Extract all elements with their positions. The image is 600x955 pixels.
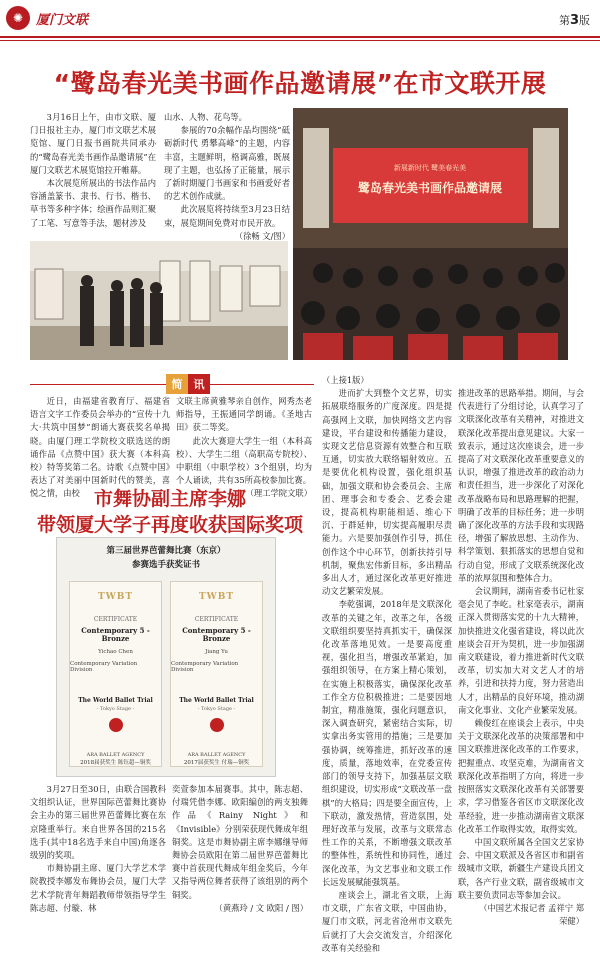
paragraph: 座谈会上，湖北省文联，上海市文联，广东省文联，中国曲协，厦门市文联，河北省沧州市文联先后就打了大会交流发言，介绍深化改革有关经验和 xyxy=(322,889,452,953)
paragraph: 市舞协副主席、厦门大学艺术学院教授李娜发布舞协会员，厦门大学艺术学院青年舞蹈教师带领指导学生陈志超、付璇、林 xyxy=(30,863,166,913)
paragraph: 赖俊红在座谈会上表示，中央关于文联深化改革的决策部署和中国文联推进深化改革的工作要求，把握重点、攻坚克难，为湖南省文联深化改革指明了方向，将进一步按照落实文联深化改革有关部署要求，学习借鉴各省区市文联深化改革经验，进一步推动湖南省文联深化改革工作取得实效，取得实效。 xyxy=(458,718,584,834)
certificate-place: - Tokyo Stage - xyxy=(96,706,135,712)
brief-badge-char1: 简 xyxy=(166,374,188,394)
paragraph: 此次大赛迎大学生一组（本科高校）、大学生二组（高职高专院校）、中职组（中职学校）3个组别，均为个人诵读，共有35所高校参加比赛。 xyxy=(176,435,312,486)
article1-column-1 xyxy=(30,111,156,230)
paragraph: 山水、人物、花鸟等。 xyxy=(164,112,247,122)
continued-byline: （中国艺术报记者 孟祥宁 郑荣健） xyxy=(479,902,584,927)
brief-column-1 xyxy=(30,395,170,501)
header-rule-thin xyxy=(0,40,600,41)
banner-text-line2: 鹭岛春光美书画作品邀请展 xyxy=(357,181,503,195)
banner-text-line1: 新展新时代 鹭美春光美 xyxy=(393,164,467,172)
article2-column-2 xyxy=(172,783,308,915)
paragraph: 近日，由福建省教育厅、福建省语言文字工作委员会举办的“宣传十九大·共筑中国梦”朗诵大赛获奖名单揭晓。由厦门理工学院校文联选送的朗诵作品《点赞中国》获大赛（本科高校）特等奖第二名。诗歌《点赞中国》表达了对美丽中国新时代的赞美，喜悦之情，由校 xyxy=(30,396,170,499)
paragraph: 进而扩大到整个文艺界，切实拓展联络服务的广度深度。四是提高强网上文联，加快网络文艺内容建设，平台建设和传播能力建设，实现文艺信息资源有效整合和互联互通，切实放大联络辐射效应。五是要优化机构设置，强化组织基础，加强文联和协会委员会、主席团、理事会和专委会、艺委会建设，提高机构职能相适、维心下沉、于群延伸，切实提高履职尽责能力。六是要加强创作引导，抓住创作这个中心环节，创新扶持引导机制，聚焦宏伟新目标，多出精品多出人才，通过深化改革更好推进动文艺繁荣发展。 xyxy=(322,388,452,597)
certificate-left xyxy=(69,581,162,767)
certificate-right-caption: 2017届获奖生 付瑞—铜奖 xyxy=(183,760,250,766)
continued-column-2 xyxy=(458,387,584,928)
certificate-category: Contemporary Variation Division xyxy=(171,661,239,673)
certificates-title: 第三届世界芭蕾舞比赛（东京） xyxy=(106,546,226,556)
page-number-value: 3 xyxy=(569,13,579,28)
certificate-org: ARA BALLET AGENCY xyxy=(86,752,145,758)
certificates-photo xyxy=(56,537,276,777)
article2-headline-line1: 市舞协副主席李娜 xyxy=(93,488,246,510)
certificate-heading: CERTIFICATE xyxy=(93,616,138,623)
article2-byline: （黄燕玲 / 文 欧阳 / 图） xyxy=(214,902,308,913)
certificate-award: Contemporary 5 - Bronze xyxy=(182,626,251,643)
brief-badge-char2: 讯 xyxy=(188,374,210,394)
paragraph: 本次展览所展出的书法作品内容涵盖篆书、隶书、行书、楷书、草书等多种字体；绘画作品则汇聚了工笔、写意等手法，题材涉及 xyxy=(30,178,156,228)
article1-byline: （徐畅 文/图） xyxy=(234,230,290,241)
certificate-heading: CERTIFICATE xyxy=(194,616,239,623)
certificate-name: Yichao Chen xyxy=(98,649,133,655)
certificate-name: Jiang Yu xyxy=(205,649,228,655)
continued-label: （上接1版） xyxy=(322,375,369,385)
certificates-subtitle: 参赛选手获奖证书 xyxy=(131,560,200,570)
paragraph: 此次展览将持续至3月23日结束，展览期间免费对市民开放。 xyxy=(164,204,290,228)
header-rule xyxy=(0,36,600,38)
masthead xyxy=(6,6,88,30)
paragraph: 文联主席黄雅琴亲自创作，网秀杰老师指导，王振通同学朗诵。《圣地古田》获二等奖。 xyxy=(176,396,312,433)
twbt-logo: TWBT xyxy=(198,592,235,602)
paragraph: 会议期间，湖南省委书记杜家毫会见了李屹。杜家毫表示，湖南正深入贯彻落实党的十九大精神，加快推进文化强省建设，将以此次座谈会召开为契机，进一步加强湖南文联建设，着力推进新时代文联改革，切实加大对文艺人才的培养，引进和扶持力度，努力营造出人才，出精品的良好环境，推动湖南文化事业、文化产业繁荣发展。 xyxy=(458,586,584,715)
paragraph: 中国文联所属各全国文艺家协会、中国文联派及各省区市和副省级城市文联，新疆生产建设兵团文联，各产行业文联，副省级城市文联主要负责同志等参加会议。 xyxy=(458,836,584,900)
certificate-award: Contemporary 5 - Bronze xyxy=(81,626,150,643)
seal-icon xyxy=(210,718,224,732)
twbt-logo: TWBT xyxy=(97,592,134,602)
certificate-event: The World Ballet Trial xyxy=(179,697,254,704)
paragraph: 参展的70余幅作品均围绕“砥砺新时代 勇攀高峰”的主题，内容丰富，主题鲜明，格调高雅，既展现了主题，也弘扬了正能量，展示了新时期厦门书画家和书画爱好者的艺术创作成就。 xyxy=(164,125,290,202)
certificate-place: - Tokyo Stage - xyxy=(197,706,236,712)
article1-column-2 xyxy=(164,111,290,243)
paragraph: 3月27日至30日，由联合国教科文组织认证，世界国际芭蕾舞比赛协会主办的第三届世界芭蕾舞比赛在东京隆重举行。来自世界各国的215名选手(其中18名选手来自中国)角逐各级别的奖项。 xyxy=(30,784,166,861)
brief-byline: （理工学院文联） xyxy=(245,488,312,499)
masthead-logo-icon: ✺ xyxy=(6,6,30,30)
paragraph: 推进改革的思路举措。期间，与会代表进行了分组讨论，认真学习了文联深化改革有关精神，对推进文联深化改革提出意见建议。大家一致表示，通过这次座谈会，进一步提高了对文联深化改革重要意义的认识，增强了推进改革的政治动力和责任担当，进一步深化了对深化改革战略布局和思路理解的把握，明确了改革的目标任务；进一步明确了深化改革的方法手段和实现路径，增强了解放思想、主动作为、科学策划、狠抓落实的思想自觉和行动自觉，形成了文联系统深化改革的浓厚氛围和整体合力。 xyxy=(458,388,584,583)
masthead-brand: 厦门文联 xyxy=(36,12,89,28)
paragraph: 李乾强调，2018年是文联深化改革的关键之年，改革之年，各级文联组织要坚持真抓实干，确保深化改革落地见效。一是要高度重视，强化担当，增强改革紧迫，加强组织领导，在方案上精心策划，在实施上积极落实，确保深化改革工作全方位积极推进；二是要因地制宜，精准施策，强化问题意识，深入调查研究，紧密结合实际，切实拿出务实管用的措施；三是要加强协调，统筹推进，抓好改革的速度，质量，落地效率，在党委宣传部门的领导支持下，加强基层文联组织建设，切实形成“文联改革一盘棋”的大格局；四是要全面宣传，上下联动，激发热情，营造氛围，处理好改革与发展，改革与文联常态性工作的关系，不断增强文联改革的整体性，系统性和协同性，通过深化改革，为文艺事业和文联工作长远发展赋能强筑基。 xyxy=(322,599,452,887)
main-headline: “鹭岛春光美书画作品邀请展”在市文联开展 xyxy=(53,69,547,98)
brief-column-2 xyxy=(176,395,312,501)
seal-icon xyxy=(109,718,123,732)
certificate-category: Contemporary Variation Division xyxy=(70,661,138,673)
continued-column-1 xyxy=(322,374,452,955)
brief-badge xyxy=(166,374,210,394)
paragraph: 3月16日上午，由市文联、厦门日报社主办，厦门市文联艺术展览馆、厦门日报书画院共同承办的“鹭岛春光美书画作品邀请展”在厦门文联艺术展览馆拉开帷幕。 xyxy=(30,112,156,175)
opening-ceremony-photo xyxy=(293,108,568,360)
certificate-left-caption: 2018届获奖生 陈钰超—铜奖 xyxy=(80,760,151,766)
exhibition-visitors-photo xyxy=(30,241,288,360)
page-number: 第3版 xyxy=(558,13,590,28)
certificate-org: ARA BALLET AGENCY xyxy=(187,752,246,758)
certificate-right xyxy=(170,581,263,767)
certificate-event: The World Ballet Trial xyxy=(78,697,153,704)
article2-headline-line2: 带领厦大学子再度收获国际奖项 xyxy=(36,514,303,536)
paragraph: 奕萱参加本届赛事。其中，陈志超、付瑞凭借李娜、欧阳编创的两支独舞作品《Rainy Night》和《Invisible》分别荣获现代舞成年组铜奖。这是市舞协副主席李娜继导师舞协会员欧阳在第二届世界芭蕾舞比赛中首获现代舞成年组金奖后，今年又指导两位舞者获得了该组别的两个铜奖。 xyxy=(172,784,308,900)
article2-column-1 xyxy=(30,783,166,915)
